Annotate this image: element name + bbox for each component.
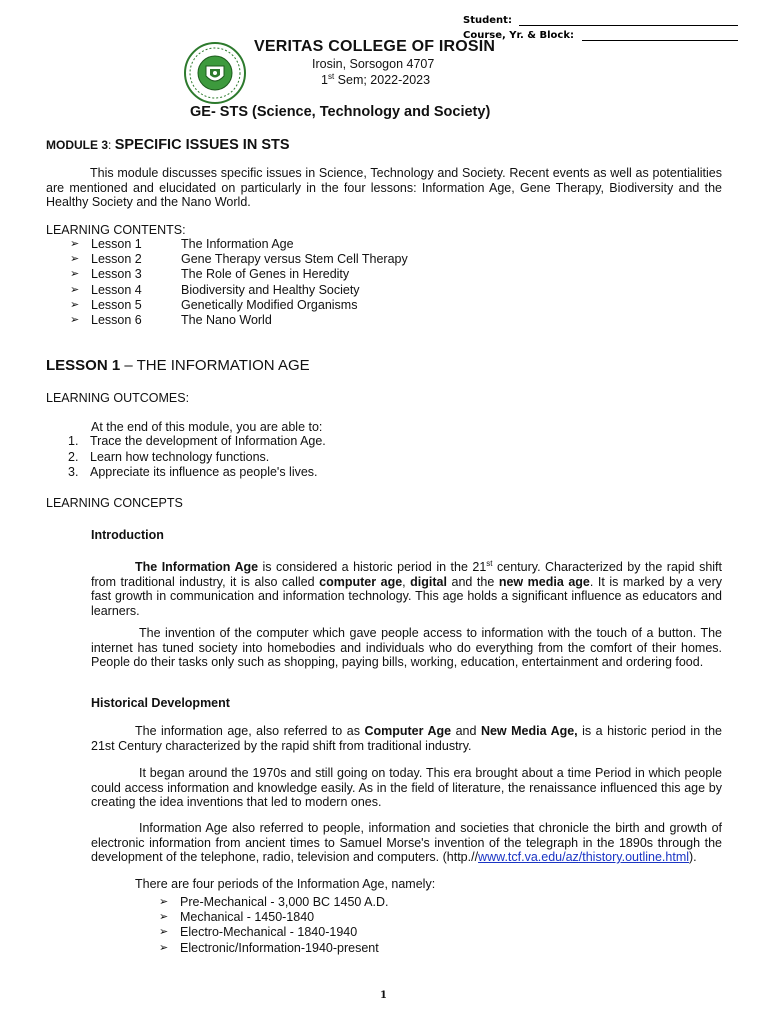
hist-text-3: is a historic period in the 21st Century characterized by the rapid shift from traditional industry. [91, 724, 723, 753]
student-label: Student: [463, 15, 512, 26]
outcomes-heading: LEARNING OUTCOMES: [46, 391, 190, 405]
concepts-heading: LEARNING CONCEPTS [46, 496, 183, 510]
period-item [159, 895, 559, 910]
period-item [159, 925, 559, 940]
intro-text-2: century. Characterized by the rapid shift from traditional industry, it is also called [91, 560, 722, 589]
module-label: MODULE 3 [46, 138, 109, 152]
hist-text-1: The information age, also referred to as [135, 724, 365, 738]
course-line [582, 29, 738, 41]
hist-p3-text: Information Age also referred to people, information and societies that chronicle the birth and growth of electronic information from ancient times to Samuel Morse's invention of the telegraph in the 1890s through the development of the telephone, radio, television and computers. (http.// [91, 821, 722, 864]
learning-contents-item [70, 252, 570, 267]
intro-sup: st [486, 559, 493, 568]
intro-text-4: and the [446, 574, 499, 589]
intro-text-3: , [402, 574, 411, 589]
semester-suffix: st [327, 72, 335, 81]
lesson1-label: LESSON 1 [46, 357, 121, 374]
historical-paragraph-2: It began around the 1970s and still going on today. This era brought about a time Period in which people could access information and knowledge easily. As in the field of literature, the renaissance influenced this age by creating the idea inventions that led to modern ones. [91, 766, 722, 809]
period-text: Mechanical - 1450-1840 [180, 910, 315, 925]
page-number: 1 [380, 990, 387, 1001]
period-text: Electro-Mechanical - 1840-1940 [180, 925, 358, 940]
student-line [519, 14, 738, 26]
lesson-title: The Information Age [181, 237, 294, 251]
hist-bold-new-media: New Media Age, [480, 724, 578, 738]
semester [321, 72, 430, 87]
introduction-paragraph-1 [91, 557, 722, 618]
intro-bold-new-media: new media age [498, 574, 590, 589]
period-item [159, 941, 559, 956]
outcome-item [68, 434, 468, 450]
outcome-text: Trace the development of Information Age. [90, 434, 326, 448]
arrow-bullet-icon: ➢ [70, 253, 80, 266]
outcomes-list [68, 434, 468, 481]
module-intro: This module discusses specific issues in Science, Technology and Society. Recent events as well as potentialities are mentioned and elucidated on particularly in the four lessons: Information Age, Gene Therapy, Biodiversity and the Healthy Society and the Nano World. [46, 166, 722, 209]
arrow-bullet-icon: ➢ [159, 926, 169, 939]
lesson1-heading [46, 357, 310, 374]
learning-contents-item [70, 267, 570, 282]
outcome-text: Learn how technology functions. [90, 449, 270, 464]
course-label: Course, Yr. & Block: [463, 30, 575, 41]
lesson-title: Biodiversity and Healthy Society [181, 282, 360, 297]
intro-bold-info-age: The Information Age [135, 560, 259, 575]
college-address: Irosin, Sorsogon 4707 [312, 57, 435, 71]
outcomes-lead: At the end of this module, you are able to: [91, 420, 323, 434]
arrow-bullet-icon: ➢ [70, 238, 80, 250]
intro-bold-digital: digital [410, 574, 447, 589]
lesson-label: Lesson 1 [91, 237, 142, 251]
arrow-bullet-icon: ➢ [70, 283, 80, 296]
history-outline-link[interactable]: www.tcf.va.edu/az/thistory.outline.html [478, 850, 690, 864]
historical-heading: Historical Development [91, 696, 230, 710]
arrow-bullet-icon: ➢ [70, 268, 80, 281]
lesson-title: The Role of Genes in Heredity [181, 267, 350, 282]
lesson-label: Lesson 6 [91, 312, 142, 327]
outcome-item [68, 465, 468, 481]
semester-number: 1 [321, 73, 328, 88]
arrow-bullet-icon: ➢ [159, 941, 169, 954]
lesson-title: Genetically Modified Organisms [181, 297, 358, 312]
learning-contents-item [70, 313, 570, 328]
period-item [159, 910, 559, 925]
lesson-title: The Nano World [181, 312, 272, 327]
introduction-paragraph-2: The invention of the computer which gave people access to information with the touch of a button. The internet has tuned society into homebodies and individuals who do everything from the comfort of their homes. People do their tasks only such as shopping, paying bills, working, education, entertainment and ordering food. [91, 626, 722, 669]
introduction-heading: Introduction [91, 528, 164, 542]
outcome-number: 3. [68, 465, 79, 479]
lesson-label: Lesson 5 [91, 297, 142, 312]
arrow-bullet-icon: ➢ [159, 896, 169, 908]
module-title: SPECIFIC ISSUES IN STS [114, 137, 290, 153]
intro-text-1: is considered a historic period in the 21 [258, 560, 487, 575]
college-seal [184, 42, 246, 104]
lesson-label: Lesson 4 [91, 282, 142, 297]
outcome-number: 1. [68, 434, 79, 448]
hist-p3-end: ). [689, 850, 697, 864]
course-title: GE- STS (Science, Technology and Society) [190, 104, 491, 120]
semester-rest: Sem; 2022-2023 [334, 73, 431, 88]
college-name: VERITAS COLLEGE OF IROSIN [254, 38, 496, 55]
learning-contents-item [70, 283, 570, 298]
lesson-title: Gene Therapy versus Stem Cell Therapy [181, 252, 408, 267]
lesson-label: Lesson 2 [91, 252, 142, 267]
hist-text-2: and [451, 724, 481, 738]
intro-text-5: . It is marked by a very fast growth in communication and information technology. This age holds a significant influence as educators and learners. [91, 574, 722, 618]
hist-bold-computer-age: Computer Age [364, 724, 452, 738]
student-field [463, 14, 738, 26]
historical-paragraph-3 [91, 821, 722, 865]
lesson1-title: – THE INFORMATION AGE [120, 357, 310, 374]
lesson-label: Lesson 3 [91, 267, 142, 282]
periods-list [159, 895, 559, 956]
module-sep: : [108, 138, 115, 152]
learning-contents-item [70, 237, 570, 252]
learning-contents-item [70, 298, 570, 313]
learning-contents-list [70, 237, 570, 328]
outcome-text: Appreciate its influence as people's lives. [90, 465, 318, 479]
historical-paragraph-1 [91, 724, 722, 753]
course-field [463, 29, 738, 41]
arrow-bullet-icon: ➢ [159, 911, 169, 924]
intro-bold-computer-age: computer age [319, 574, 403, 589]
arrow-bullet-icon: ➢ [70, 298, 80, 311]
arrow-bullet-icon: ➢ [70, 313, 80, 326]
module-heading [46, 136, 290, 154]
outcome-item [68, 450, 468, 466]
period-text: Electronic/Information-1940-present [180, 940, 379, 955]
period-text: Pre-Mechanical - 3,000 BC 1450 A.D. [180, 895, 389, 909]
historical-paragraph-4: There are four periods of the Information Age, namely: [135, 877, 436, 891]
outcome-number: 2. [68, 449, 79, 464]
learning-contents-heading: LEARNING CONTENTS: [46, 223, 186, 237]
